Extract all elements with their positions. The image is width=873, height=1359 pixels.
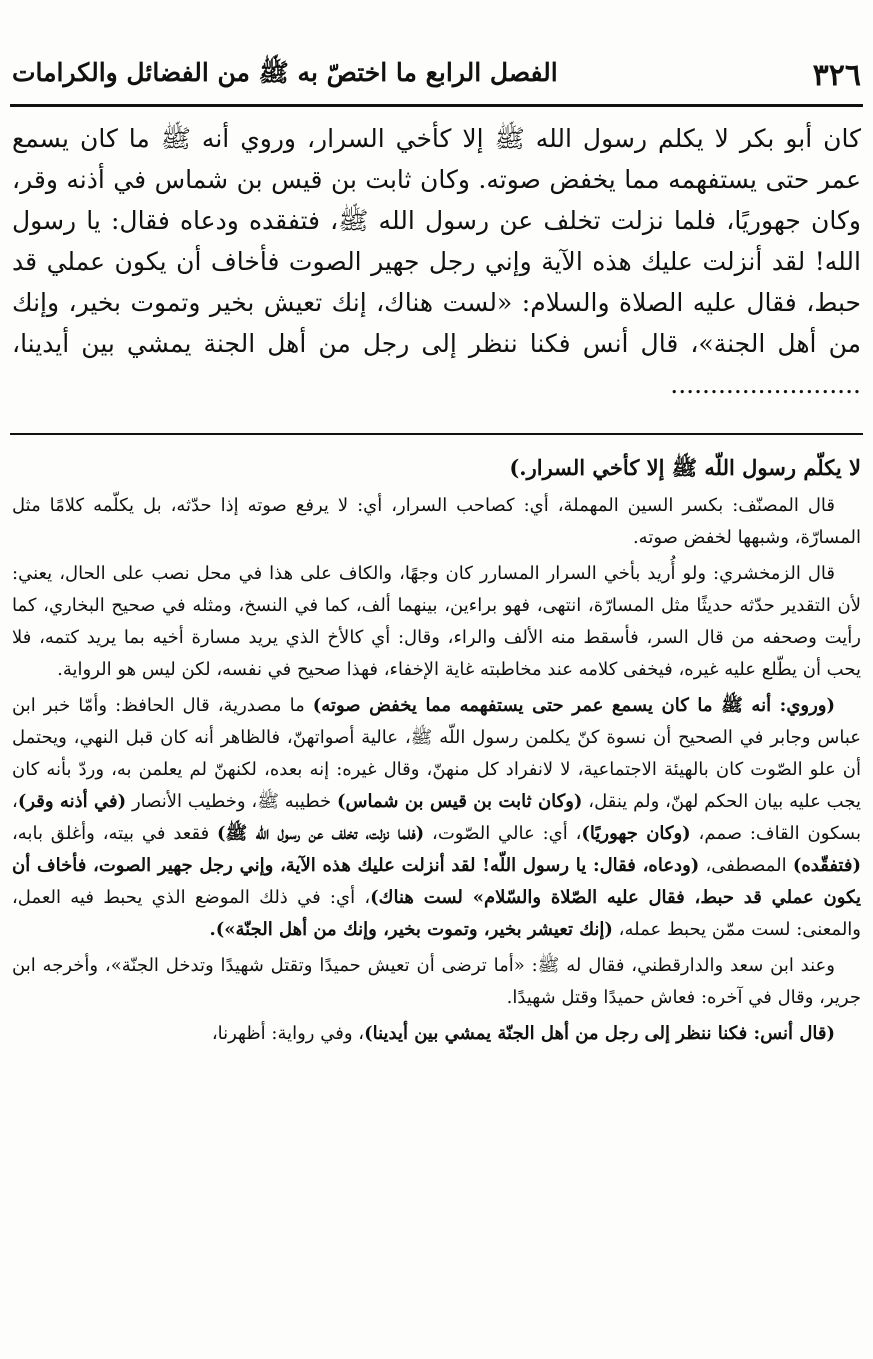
continuation-dots: ........................ [670, 370, 861, 399]
main-text-paragraph [12, 118, 861, 405]
quoted-matn: (وروي: أنه ﷺ ما كان يسمع عمر حتى يستفهمه مما يخفض صوته) [312, 695, 835, 716]
commentary [12, 452, 861, 1054]
quoted-matn: (ودعاه، فقال: يا رسول اللّه! لقد أنزلت عليك هذه الآية، وإني رجل جهير الصوت، فأخاف أن يكون عملي قد حبط، فقال عليه الصّلاة والسّلام» لست هناك) [12, 855, 861, 908]
header-rule [10, 104, 863, 107]
quoted-matn: (وكان ثابت بن قيس بن شماس) [337, 791, 583, 812]
commentary-text: ، أي: عالي الصّوت، [424, 823, 582, 844]
quoted-matn: (وكان جهوريًا) [581, 823, 691, 844]
running-header [12, 52, 861, 98]
commentary-lead: لا يكلّم رسول اللّه ﷺ إلا كأخي السرار.) [509, 455, 861, 480]
commentary-text: المصطفى، [699, 855, 793, 876]
commentary-paragraph-5 [12, 1018, 861, 1050]
commentary-paragraph-1: قال المصنّف: بكسر السين المهملة، أي: كصاحب السرار، أي: لا يرفع صوته إذا حدّثه، بل يكلّمه كلامًا مثل المسارّة، وشبهها لخفض صوته. [12, 495, 861, 548]
chapter-title: الفصل الرابع ما اختصّ به ﷺ من الفضائل والكرامات [12, 57, 558, 87]
main-text-body: كان أبو بكر لا يكلم رسول الله ﷺ إلا كأخي السرار، وروي أنه ﷺ ما كان يسمع عمر حتى يستفهمه مما يخفض صوته. وكان ثابت بن قيس بن شماس في أذنه وقر، وكان جهوريًا، فلما نزلت تخلف عن رسول الله ﷺ، فتفقده ودعاه فقال: يا رسول الله! لقد أنزلت عليك هذه الآية وإني رجل جهير الصوت فأخاف أن يكون عملي قد حبط، فقال عليه الصلاة والسلام: «لست هناك، إنك تعيش بخير وتموت بخير، وإنك من أهل الجنة»، قال أنس فكنا ننظر إلى رجل من أهل الجنة يمشي بين أيدينا، [12, 124, 861, 358]
section-divider [10, 433, 863, 435]
quoted-matn: (إنك تعيشر بخير، وتموت بخير، وإنك من أهل الجنّة»). [209, 919, 613, 940]
page-number: ٣٢٦ [812, 57, 861, 93]
commentary-paragraph-2: قال الزمخشري: ولو أُريد بأخي السرار المسارر كان وجهًا، والكاف على هذا في محل نصب على الحال، يعني: لأن التقدير حدّثه حديثًا مثل المسارّة، انتهى، فهو براءين، بينهما ألف، كما في النسخ، ومثله في صحيح البخاري، كما رأيت وصحفه من قال السر، فأسقط منه الألف والراء، وقال: أي كالأخ الذي يريد مسارة أخيه بما يريد كتمه، فلا يحب أن يطّلع عليه غيره، فيخفى كلامه عند مخاطبته غاية الإخفاء، فهذا صحيح في نفسه، لكن ليس هو الرواية. [12, 563, 861, 680]
quoted-matn: (فلما نزلت، تخلف عن رسول اللّه ﷺ) [217, 823, 425, 844]
commentary-paragraph-4: وعند ابن سعد والدارقطني، فقال له ﷺ: «أما ترضى أن تعيش حميدًا وتقتل شهيدًا وتدخل الجنّة»، وأخرجه ابن جرير، وقال في آخره: فعاش حميدًا وقتل شهيدًا. [12, 955, 861, 1008]
quoted-matn: (قال أنس: فكنا ننظر إلى رجل من أهل الجنّة يمشي بين أيدينا) [364, 1023, 835, 1044]
commentary-text: ، وفي رواية: أظهرنا، [211, 1023, 365, 1044]
commentary-text: فقعد في بيته، وأغلق بابه، [12, 823, 218, 844]
commentary-text: ، بسكون القاف: صمم، [12, 791, 862, 844]
commentary-text: خطيبه ﷺ، وخطيب الأنصار [126, 791, 338, 812]
commentary-text: ، أي: في ذلك الموضع الذي يحبط فيه العمل، والمعنى: لست ممّن يحبط عمله، [12, 887, 861, 940]
quoted-matn: (فتفقّده) [792, 855, 861, 876]
commentary-paragraph-3 [12, 690, 861, 946]
commentary-text: ما مصدرية، قال الحافظ: وأمّا خبر ابن عباس وجابر في الصحيح أن نسوة كنّ يكلمن رسول اللّه ﷺ، عالية أصواتهنّ، فالظاهر أنه كان قبل النهي، ويحتمل أن علو الصّوت كان بالهيئة الاجتماعية، لا لانفراد كل منهنّ، وقال غيره: إنه بعده، لكنهنّ لم يعلمن به، وردّ بأنه كان يجب عليه بيان الحكم لهنّ، ولم ينقل، [12, 695, 861, 812]
quoted-matn: (في أذنه وقر) [17, 791, 127, 812]
main-text [12, 118, 861, 405]
